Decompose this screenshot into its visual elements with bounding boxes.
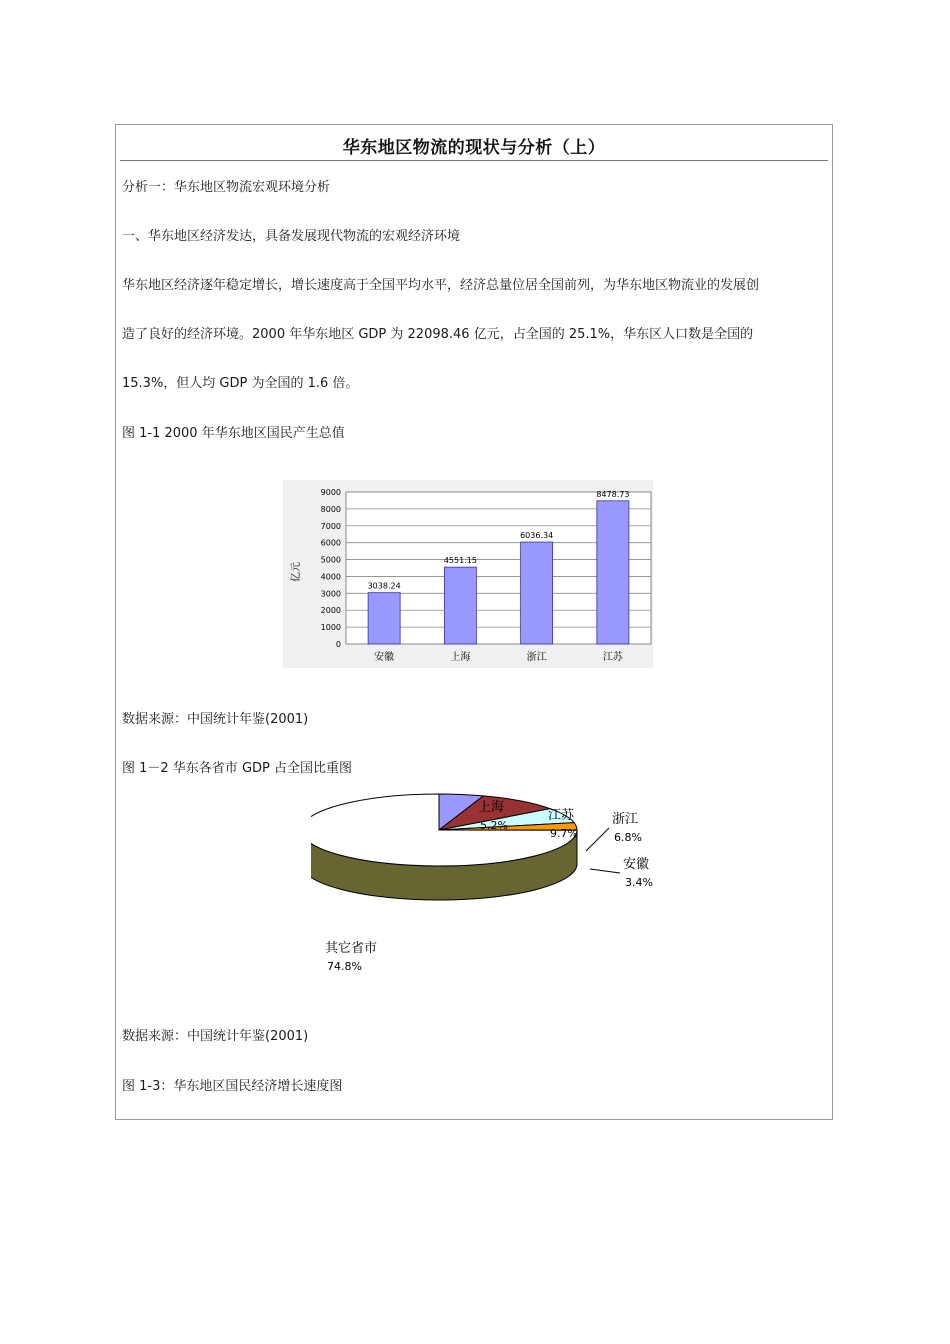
body-text-line: 造了良好的经济环境。2000 年华东地区 GDP 为 22098.46 亿元，占全国的 25.1%，华东区人口数是全国的 [122, 327, 754, 342]
y-tick-label: 6000 [320, 538, 341, 548]
bar-value-label: 3038.24 [367, 581, 401, 591]
leader-line [586, 828, 609, 851]
x-tick-label: 上海 [450, 652, 471, 663]
subsection-heading: 一、华东地区经济发达，具备发展现代物流的宏观经济环境 [122, 229, 461, 244]
bar [444, 567, 476, 644]
x-tick-label: 江苏 [602, 652, 623, 663]
pie-slice-label: 上海 [478, 800, 505, 815]
data-source: 数据来源：中国统计年鉴(2001) [122, 1029, 309, 1044]
bar [368, 593, 400, 644]
y-tick-label: 5000 [320, 555, 341, 565]
document-title: 华东地区物流的现状与分析（上） [342, 138, 606, 158]
pie-slice-label: 安徽 [623, 857, 650, 872]
x-tick-label: 安徽 [374, 652, 395, 663]
figure-caption: 图 1－2 华东各省市 GDP 占全国比重图 [122, 761, 352, 776]
y-tick-label: 9000 [320, 488, 341, 497]
gdp-share-pie-chart [311, 793, 671, 979]
pie-slice-percent: 3.4% [625, 876, 653, 889]
y-tick-label: 1000 [320, 623, 341, 633]
pie-slice-label: 江苏 [548, 808, 575, 823]
y-tick-label: 3000 [320, 589, 341, 599]
bar [597, 501, 629, 644]
pie-slice-label: 浙江 [612, 812, 639, 827]
bar-value-label: 4551.15 [443, 556, 477, 566]
data-source: 数据来源：中国统计年鉴(2001) [122, 712, 309, 727]
bar [521, 542, 553, 644]
y-tick-label: 4000 [320, 572, 341, 582]
y-tick-label: 0 [335, 640, 341, 649]
x-tick-label: 浙江 [526, 652, 547, 663]
pie-slice-percent: 6.8% [614, 831, 642, 844]
pie-slice-percent: 74.8% [327, 960, 362, 973]
gdp-bar-chart [283, 480, 653, 668]
body-text-line: 华东地区经济逐年稳定增长，增长速度高于全国平均水平，经济总量位居全国前列，为华东地区物流业的发展创 [122, 278, 760, 293]
leader-line [590, 869, 620, 873]
bar-value-label: 8478.73 [596, 489, 630, 499]
y-tick-label: 7000 [320, 521, 341, 531]
figure-caption: 图 1-3：华东地区国民经济增长速度图 [122, 1079, 343, 1094]
pie-slice-percent: 9.7% [550, 827, 578, 840]
pie-slice-percent: 5.2% [480, 819, 508, 832]
body-text-line: 15.3%，但人均 GDP 为全国的 1.6 倍。 [122, 376, 359, 391]
y-axis-label: 亿元 [291, 562, 302, 582]
y-tick-label: 2000 [320, 606, 341, 616]
document-frame [115, 124, 833, 1120]
y-tick-label: 8000 [320, 504, 341, 514]
bar-value-label: 6036.34 [520, 531, 554, 541]
figure-caption: 图 1-1 2000 年华东地区国民产生总值 [122, 426, 345, 441]
pie-slice-label: 其它省市 [325, 941, 378, 956]
section-heading: 分析一：华东地区物流宏观环境分析 [122, 180, 331, 195]
title-divider [120, 160, 828, 161]
